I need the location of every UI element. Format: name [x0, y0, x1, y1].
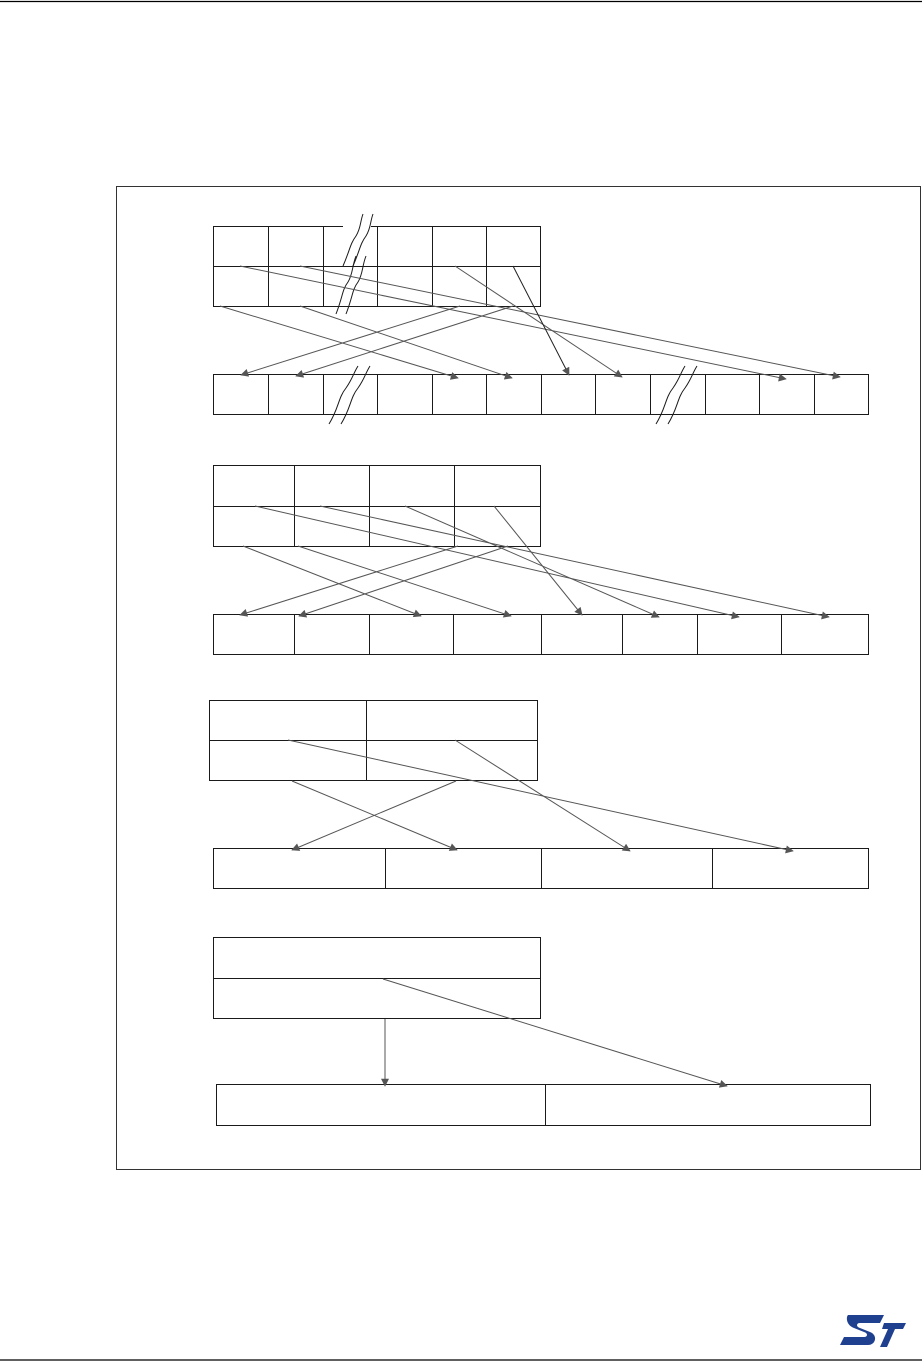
mapping-arrow — [240, 266, 786, 379]
mapping-arrow — [320, 506, 829, 617]
group-byte — [214, 214, 869, 424]
figure-frame — [117, 187, 921, 1170]
doubleword-source-register — [214, 938, 541, 1019]
group-word — [210, 701, 869, 889]
byte-mapping-arrows — [220, 266, 840, 379]
mapping-arrow — [296, 306, 513, 376]
group-doubleword — [214, 938, 871, 1126]
word-source-register — [210, 701, 538, 781]
mapping-arrow — [455, 740, 630, 851]
group-halfword — [214, 466, 869, 655]
st-logo-icon — [840, 1315, 906, 1347]
mapping-arrow — [405, 506, 659, 617]
mapping-arrow — [241, 306, 460, 375]
byte-target-register — [214, 375, 869, 415]
byte-source-break-mark — [343, 214, 373, 266]
doubleword-target-register — [217, 1085, 871, 1126]
doubleword-mapping-arrows — [383, 979, 727, 1086]
mapping-arrow — [300, 266, 840, 377]
mapping-arrow — [383, 979, 727, 1086]
mapping-arrow — [288, 740, 793, 851]
halfword-mapping-arrows — [240, 506, 829, 617]
doubleword-target-outline — [217, 1085, 871, 1126]
mapping-arrow — [220, 306, 458, 378]
halfword-target-register — [214, 615, 869, 655]
word-mapping-arrows — [288, 740, 793, 851]
mapping-arrow — [240, 546, 458, 615]
mapping-arrow — [455, 266, 622, 377]
word-target-register — [214, 849, 869, 889]
mapping-arrow — [255, 506, 739, 617]
